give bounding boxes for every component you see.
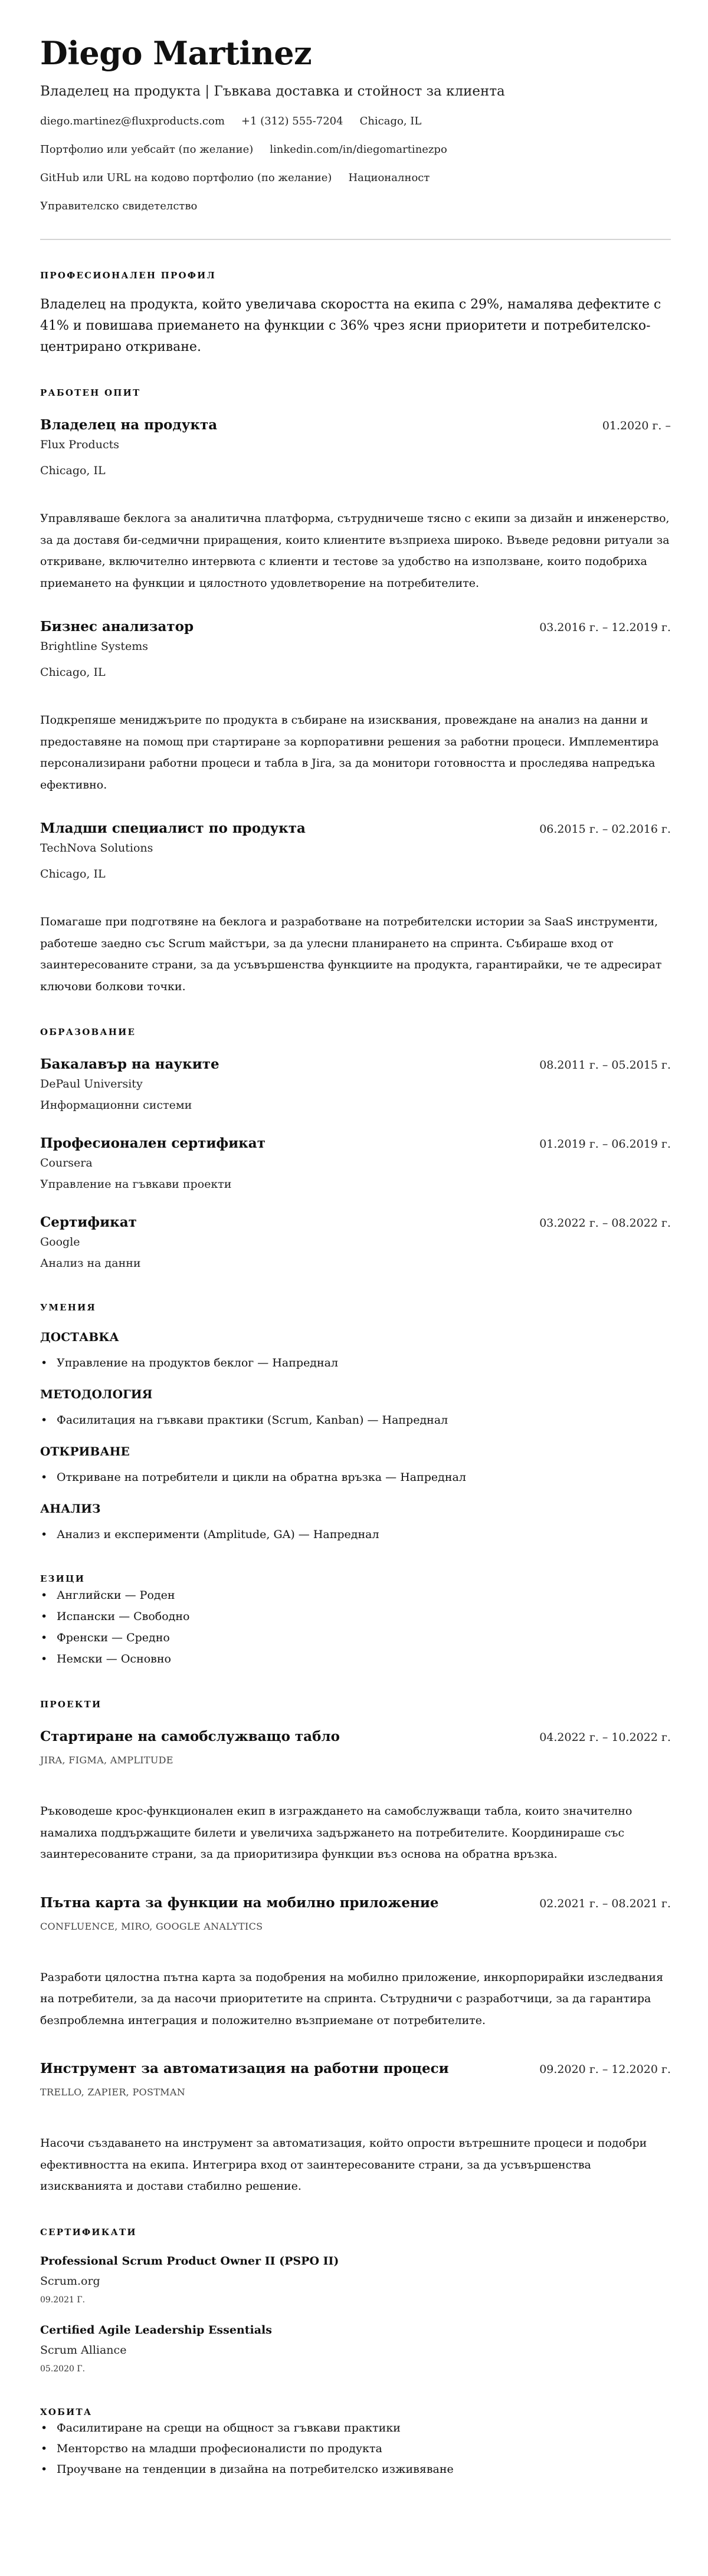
- project-title: Инструмент за автоматизация на работни процеси: [40, 2061, 449, 2076]
- entry-header: [40, 2059, 671, 2079]
- project-title: Пътна карта за функции на мобилно приложение: [40, 1894, 439, 1911]
- degree-title: Бакалавър на науките: [40, 1056, 219, 1072]
- section-heading: ОБРАЗОВАНИЕ: [40, 1027, 136, 1037]
- project-tech-stack: CONFLUENCE, MIRO, GOOGLE ANALYTICS: [40, 1920, 263, 1932]
- languages-section: [40, 1573, 671, 1670]
- projects-section: [40, 1698, 671, 2197]
- skill-category: МЕТОДОЛОГИЯ: [40, 1387, 153, 1401]
- contact-info: [40, 107, 671, 221]
- company-name: Flux Products: [40, 438, 119, 451]
- section-heading: ПРОФЕСИОНАЛЕН ПРОФИЛ: [40, 270, 217, 281]
- skill-item: • Фасилитация на гъвкави практики (Scrum, Kanban) — Напреднал: [40, 1411, 671, 1430]
- experience-entry: [40, 819, 671, 997]
- certification-entry: [40, 2321, 671, 2377]
- contact-item: GitHub или URL на кодово портфолио (по желание): [40, 172, 332, 184]
- project-description: Разработи цялостна пътна карта за подобрения на мобилно приложение, инкорпорирайки изследвания на потребители, за да насочи приоритетите на спринта. Сътрудничи с разработчици, за да гарантира безпроблемна интеграция и положително възприемане от потребителите.: [40, 1970, 664, 2027]
- education-dates: 03.2022 г. – 08.2022 г.: [539, 1217, 671, 1230]
- section-heading: РАБОТЕН ОПИТ: [40, 387, 141, 398]
- certification-date: 05.2020 Г.: [40, 2364, 86, 2374]
- language-item: • Френски — Средно: [40, 1627, 671, 1648]
- project-tech-stack: JIRA, FIGMA, AMPLITUDE: [40, 1754, 173, 1766]
- skills-section: [40, 1302, 671, 1544]
- education-list: [40, 1055, 671, 1273]
- skill-items: [40, 1468, 671, 1487]
- project-dates: 09.2020 г. – 12.2020 г.: [539, 2063, 671, 2076]
- contact-row: [40, 192, 671, 221]
- entry-header: [40, 1727, 671, 1747]
- section-heading: ЕЗИЦИ: [40, 1573, 86, 1584]
- job-description: Помагаше при подготвяне на беклога и разработване на потребителски истории за SaaS инструменти, работеше заедно със Scrum майстъри, за да улесни планирането на спринта. Събираше вход от заинтересованите страни, за да усъвършенства функциите на продукта, гарантирайки, че те адресират ключови болкови точки.: [40, 915, 662, 993]
- section-heading: СЕРТИФИКАТИ: [40, 2226, 137, 2237]
- section-heading: УМЕНИЯ: [40, 1302, 96, 1313]
- skill-category: ОТКРИВАНЕ: [40, 1444, 130, 1458]
- entry-header: [40, 416, 671, 435]
- field-of-study: Информационни системи: [40, 1099, 192, 1112]
- certification-issuer: Scrum.org: [40, 2274, 100, 2288]
- institution-name: Google: [40, 1236, 80, 1248]
- education-entry: [40, 1055, 671, 1115]
- certification-title: Certified Agile Leadership Essentials: [40, 2323, 272, 2337]
- skill-items: [40, 1411, 671, 1430]
- hobby-item: • Менторство на младши професионалисти по продукта: [40, 2439, 671, 2459]
- job-dates: 01.2020 г. –: [602, 419, 671, 432]
- institution-name: Coursera: [40, 1156, 93, 1169]
- job-dates: 06.2015 г. – 02.2016 г.: [539, 823, 671, 836]
- languages-list: [40, 1585, 671, 1670]
- job-location: Chicago, IL: [40, 666, 106, 679]
- skill-items: [40, 1525, 671, 1544]
- project-dates: 04.2022 г. – 10.2022 г.: [539, 1731, 671, 1744]
- contact-item: linkedin.com/in/diegomartinezpo: [270, 143, 447, 156]
- skill-category: ДОСТАВКА: [40, 1330, 119, 1344]
- hobby-item: • Проучване на тенденции в дизайна на потребителско изживяване: [40, 2459, 671, 2480]
- project-entry: [40, 2059, 671, 2197]
- entry-header: [40, 617, 671, 637]
- job-location: Chicago, IL: [40, 868, 106, 880]
- skill-item: • Анализ и експерименти (Amplitude, GA) — Напреднал: [40, 1525, 671, 1544]
- education-dates: 01.2019 г. – 06.2019 г.: [539, 1138, 671, 1151]
- project-entry: [40, 1894, 671, 2032]
- skills-list: [40, 1329, 671, 1544]
- certification-date: 09.2021 Г.: [40, 2295, 86, 2305]
- language-item: • Немски — Основно: [40, 1648, 671, 1670]
- job-title: Бизнес анализатор: [40, 619, 194, 635]
- company-name: Brightline Systems: [40, 640, 148, 653]
- job-title: Владелец на продукта: [40, 417, 218, 433]
- certifications-list: [40, 2252, 671, 2377]
- contact-row: [40, 107, 671, 136]
- certifications-section: [40, 2226, 671, 2377]
- contact-row: [40, 164, 671, 192]
- company-name: TechNova Solutions: [40, 842, 153, 855]
- headline: Владелец на продукта | Гъвкава доставка и стойност за клиента: [40, 84, 505, 99]
- education-entry: [40, 1134, 671, 1194]
- contact-item: Управителско свидетелство: [40, 200, 198, 212]
- degree-title: Сертификат: [40, 1214, 137, 1230]
- job-location: Chicago, IL: [40, 464, 106, 477]
- education-dates: 08.2011 г. – 05.2015 г.: [539, 1059, 671, 1072]
- job-dates: 03.2016 г. – 12.2019 г.: [539, 621, 671, 634]
- certification-entry: [40, 2252, 671, 2308]
- hobbies-section: [40, 2406, 671, 2480]
- skill-category: АНАЛИЗ: [40, 1501, 101, 1516]
- project-title: Стартиране на самобслужващо табло: [40, 1729, 340, 1744]
- language-item: • Английски — Роден: [40, 1585, 671, 1606]
- profile-section: [40, 270, 671, 358]
- contact-item: +1 (312) 555-7204: [241, 115, 343, 127]
- certification-issuer: Scrum Alliance: [40, 2343, 127, 2357]
- experience-section: [40, 387, 671, 997]
- contact-item: Chicago, IL: [359, 115, 422, 127]
- entry-header: [40, 1213, 671, 1233]
- certification-title: Professional Scrum Product Owner II (PSPO II): [40, 2254, 339, 2268]
- experience-entry: [40, 617, 671, 796]
- institution-name: DePaul University: [40, 1077, 143, 1090]
- hobby-item: • Фасилитиране на срещи на общност за гъвкави практики: [40, 2418, 671, 2439]
- skill-item: • Откриване на потребители и цикли на обратна връзка — Напреднал: [40, 1468, 671, 1487]
- language-item: • Испански — Свободно: [40, 1606, 671, 1627]
- job-description: Подкрепяше мениджърите по продукта в събиране на изисквания, провеждане на анализ на данни и предоставяне на помощ при стартиране за корпоративни решения за работни процеси. Имплементира персонализирани работни процеси и табла в Jira, за да монитори готовността и проследява напредъка ефективно.: [40, 714, 659, 791]
- field-of-study: Управление на гъвкави проекти: [40, 1178, 232, 1191]
- project-tech-stack: TRELLO, ZAPIER, POSTMAN: [40, 2087, 186, 2098]
- profile-summary: Владелец на продукта, който увеличава скоростта на екипа с 29%, намалява дефектите с 41% и повишава приемането на функции с 36% чрез ясни приоритети и потребителско-центрирано откриване.: [40, 297, 661, 354]
- education-entry: [40, 1213, 671, 1273]
- header-divider: [40, 239, 671, 240]
- education-section: [40, 1026, 671, 1273]
- entry-header: [40, 1134, 671, 1154]
- contact-item: Националност: [348, 172, 430, 184]
- experience-entry: [40, 416, 671, 594]
- skill-item: • Управление на продуктов беклог — Напреднал: [40, 1353, 671, 1372]
- job-title: Младши специалист по продукта: [40, 820, 306, 836]
- field-of-study: Анализ на данни: [40, 1257, 141, 1270]
- experience-list: [40, 416, 671, 997]
- project-description: Ръководеше крос-функционален екип в изграждането на самобслужващи табла, които значително намалиха поддържащите билети и увеличиха задържането на потребителите. Координираше със заинтересованите страни, за да приоритизира функции въз основа на обратна връзка.: [40, 1805, 632, 1861]
- hobbies-list: [40, 2418, 671, 2480]
- candidate-name: Diego Martinez: [40, 34, 312, 72]
- project-dates: 02.2021 г. – 08.2021 г.: [539, 1897, 671, 1910]
- entry-header: [40, 1055, 671, 1075]
- contact-item: Портфолио или уебсайт (по желание): [40, 143, 254, 156]
- entry-header: [40, 819, 671, 839]
- job-description: Управляваше беклога за аналитична платформа, сътрудничеше тясно с екипи за дизайн и инженерство, за да доставя би-седмични приращения, които клиентите възприеха широко. Въведе редовни ритуали за откриване, включително интервюта с клиенти и тестове за удобство на използване, които подобриха приемането на функции и цялостното удовлетворение на потребителите.: [40, 512, 670, 590]
- resume-header: [40, 34, 671, 221]
- contact-item: diego.martinez@fluxproducts.com: [40, 115, 225, 127]
- section-heading: ПРОЕКТИ: [40, 1699, 102, 1710]
- project-entry: [40, 1727, 671, 1865]
- degree-title: Професионален сертификат: [40, 1135, 266, 1151]
- section-heading: ХОБИТА: [40, 2406, 93, 2417]
- entry-header: [40, 1894, 671, 1913]
- skill-items: [40, 1353, 671, 1372]
- project-description: Насочи създаването на инструмент за автоматизация, който опрости вътрешните процеси и подобри ефективността на екипа. Интегрира вход от заинтересованите страни, за да усъвършенства изискванията и достави стабилно решение.: [40, 2137, 647, 2193]
- projects-list: [40, 1727, 671, 2197]
- contact-row: [40, 136, 671, 164]
